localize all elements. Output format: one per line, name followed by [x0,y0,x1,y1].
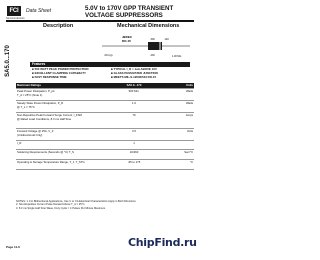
doc-type-label: Data Sheet [26,8,52,14]
dim-body-min: .230 [150,54,155,57]
feature-item: ■ TYPICAL I_R < 1uA ABOVE 10V [111,67,157,71]
dim-body-length: .300 [150,38,155,41]
table-row: Steady State Power Dissipation, P_D @ T_L = 75°C 1.0 Watts [16,100,194,112]
part-range-label: SA5.0...170 [5,45,11,77]
dim-diameter: .140 [164,38,169,41]
company-logo: FCI [7,6,21,16]
title-line-2: VOLTAGE SUPPRESSORS [85,12,163,19]
dim-lead-dia: .031 typ. [104,54,114,57]
part-range-vertical [2,24,13,96]
package-name-1: JEDEC [122,35,133,39]
table-row: I_R 1 [16,140,194,149]
dim-lead: 1.00 Min. [172,55,182,58]
cathode-band [159,42,161,50]
ratings-table [16,83,194,170]
package-name-2: DO-15 [122,39,131,43]
feature-item: ■ MEETS MIL-S-19500/543 DO-15 [111,74,157,79]
table-row: Peak Power Dissipation, P_pk T_A = 25°C (Note 1) 500 Min. Watts [16,88,194,100]
col-sym-header: SA5.0...170 [112,83,156,88]
note-line: 2. Non-Repetitive Current Pulse Derated Above T_A = 25°C. [16,203,86,207]
mechanical-heading: Mechanical Dimensions [117,23,180,29]
note-line: NOTES: 1. For Bidirectional Applications, Use C or CA Electrical Characteristics Apply in Both Directions. [16,200,137,203]
watermark-link[interactable]: ChipFind.ru [128,236,197,249]
features-right-list [111,68,158,79]
description-heading: Description [43,23,74,29]
feature-item: ■ FAST RESPONSE TIME [32,74,67,79]
features-heading: Features [30,62,190,67]
title-line-1: 5.0V to 170V GPP TRANSIENT [85,5,174,12]
table-row: Forward Voltage @ 25A, V_F (Unidirectional Only) 3.5 Volts [16,128,194,140]
table-row: Non-Repetitive Peak Forward Surge Current, I_FSM @ Rated Load Conditions, 8.3 ms Half Sine 70 Amps [16,112,194,128]
note-line: 3. 8.3 ms Single Half Sine Wave, Duty Cycle = 4 Pulses Per Minute Maximum. [16,206,106,210]
package-drawing [102,29,190,61]
feature-item: ■ GLASS PASSIVATED JUNCTION [111,70,158,75]
feature-item: ■ EXCELLENT CLAMPING CAPABILITY [32,70,86,75]
page-number: Page 11-6 [6,245,20,249]
logo-subtitle: Semiconductors [6,17,25,20]
notes-block [16,200,194,210]
feature-item: ■ 500 WATT PEAK POWER PROTECTION [32,67,89,71]
table-row: Operating & Storage Temperature Range, T_J, T_STG -65 to 175 °C [16,159,194,169]
header-rule [6,20,194,22]
features-left-list [32,68,88,79]
page-title [85,5,173,19]
table-row: Soldering Requirements (Seconds @ °C) T_S 10/260 Sec/°C [16,149,194,159]
col-units-header: Units [156,83,194,88]
col-param-header: Maximum Ratings [16,83,112,88]
